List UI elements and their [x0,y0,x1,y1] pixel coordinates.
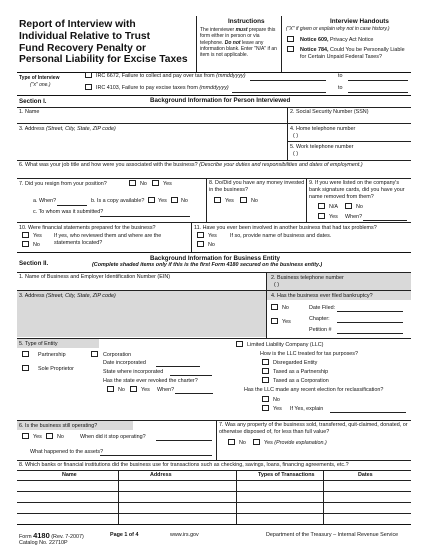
title-line: Report of Interview with [19,19,136,30]
section-1-label: Section I. [19,98,47,105]
s1-q7c-label: c. To whom was it submitted? [33,209,104,215]
s2-q8-label: 8. Which banks or financial institutions did the business use for transactions such as checking, savings, loans, financing agreements, etc.? [19,462,349,468]
s2-date-inc-line[interactable] [156,366,200,367]
irs-website: www.irs.gov [170,532,199,538]
irc6672-from-line[interactable] [250,80,326,81]
irc4103-to: to [338,85,343,91]
s2-q6-assets-label: What happened to the assets? [30,449,104,455]
s2-q6-yes-checkbox[interactable] [22,433,29,439]
s2-reclass-yes-label: Yes [273,406,282,412]
s2-date-filed-label: Date Filed: [309,305,336,311]
s2-address-field[interactable]: 3. Address (Street, City, State, ZIP code) [19,293,116,299]
col-types: Types of Transactions [258,472,315,478]
s2-taxed-partnership-checkbox[interactable] [262,368,269,374]
irc6672-checkbox[interactable] [85,72,92,78]
s1-q11-no-checkbox[interactable] [197,241,204,247]
s1-q10-yes-label: Yes [33,233,42,239]
s1-q7-no-label: No [140,181,147,187]
s2-revoked-no-label: No [118,387,125,393]
irc4103-to-line[interactable] [348,92,408,93]
s1-q7a-line[interactable] [57,205,87,206]
s1-q8-no-checkbox[interactable] [240,197,247,203]
irc4103-checkbox[interactable] [85,84,92,90]
title-line: Fund Recovery Penalty or [19,42,147,54]
s1-q11-no-label: No [208,242,215,248]
s1-q7a-label: a. When? [33,198,57,204]
s2-reclass-yes-checkbox[interactable] [262,405,269,411]
table-row[interactable] [17,491,411,492]
s2-taxed-partnership-label: Taxed as a Partnership [273,369,329,375]
table-row[interactable] [17,502,411,503]
s2-q7-yes-checkbox[interactable] [253,439,260,445]
interview-type-label: Type of Interview [19,75,60,81]
s1-q10-yes-explain: If yes, who reviewed them and where are the statements located? [54,233,162,246]
notice-784-checkbox[interactable] [287,46,294,52]
instructions-title: Instructions [228,18,265,25]
s2-state-inc-label: State where incorporated [103,369,164,375]
s2-q6-assets-line[interactable] [100,455,212,456]
s2-bankruptcy-label: 4. Has the business ever filed bankruptcy? [271,293,373,299]
s1-q7b-label: b. Is a copy available? [91,198,145,204]
irc6672-label: IRC 6672, Failure to collect and pay over tax from (mmddyyyy) [96,73,246,79]
page-number: Page 1 of 4 [110,532,139,538]
s2-revoked-label: Has the state ever revoked the charter? [103,378,198,384]
handouts-subtitle: ("X" if given or explain why not in case history.) [286,26,390,32]
s2-reclass-no-checkbox[interactable] [262,396,269,402]
section-2-label: Section II. [19,260,49,267]
s1-q9-no-checkbox[interactable] [345,203,352,209]
s2-state-inc-line[interactable] [170,375,212,376]
instructions-text: The interviewer must prepare this form either in person or via telephone. Do not leave any information blank. Enter "N/A" if an item is not applicable. [200,27,277,58]
s2-revoked-yes-checkbox[interactable] [130,386,137,392]
s1-ssn-field[interactable]: 2. Social Security Number (SSN) [290,109,369,115]
s1-address-field[interactable]: 3. Address (Street, City, State, ZIP code) [19,126,116,132]
irc4103-from-line[interactable] [232,92,326,93]
s1-q7-no-checkbox[interactable] [129,180,136,186]
irc6672-to-line[interactable] [348,80,408,81]
handouts-title: Interview Handouts [330,18,389,25]
s1-job-title-field[interactable]: 6. What was your job title and how were you associated with the business? (Describe your duties and responsibilities and dates of employment.) [19,162,363,168]
s1-q9-na-label: N/A [329,204,338,210]
s1-q9-na-checkbox[interactable] [318,203,325,209]
s2-date-inc-label: Date incorporated [103,360,146,366]
s2-q6-no-checkbox[interactable] [46,433,53,439]
s1-q7-yes-checkbox[interactable] [152,180,159,186]
s1-q11-label: 11. Have you ever been involved in another business that had tax problems? [194,225,377,231]
s2-q7-no-label: No [239,440,246,446]
s2-taxed-corp-label: Taxed as a Corporation [273,378,329,384]
title-line: Individual Relative to Trust [19,30,151,42]
col-name: Name [62,472,77,478]
notice-609-label: Notice 609, Privacy Act Notice [300,37,374,43]
col-address: Address [150,472,172,478]
s1-q11-yes-checkbox[interactable] [197,232,204,238]
irc6672-to: to [338,73,343,79]
s1-work-phone-field[interactable]: 5. Work telephone number [290,144,354,150]
s2-reclass-explain-label: If Yes, explain [290,406,324,412]
s2-bankruptcy-yes-checkbox[interactable] [271,318,278,324]
s2-chapter-line[interactable] [337,322,403,323]
s1-q11-yes-explain: If so, provide name of business and dates. [230,233,332,239]
s2-petition-line[interactable] [337,333,403,334]
s1-q7b-yes-label: Yes [158,198,167,204]
s2-q7-yes-label: Yes (Provide explanation.) [264,440,327,446]
s2-chapter-label: Chapter: [309,316,330,322]
s1-q7b-no-checkbox[interactable] [171,197,178,203]
s1-q9-yes-label: Yes [329,214,338,220]
s2-reclass-no-label: No [273,397,280,403]
s1-work-phone-paren: ( ) [293,151,299,157]
s1-q10-label: 10. Were financial statements prepared for the business? [19,225,156,231]
s1-q11-yes-label: Yes [208,233,217,239]
s2-business-phone-paren: ( ) [274,282,280,288]
s2-disregarded-label: Disregarded Entity [273,360,318,366]
notice-609-checkbox[interactable] [287,36,294,42]
s2-corporation-label: Corporation [103,352,132,358]
s1-q10-no-checkbox[interactable] [22,241,29,247]
table-row[interactable] [17,513,411,514]
s2-business-name-field[interactable]: 1. Name of Business and Employer Identification Number (EIN) [19,274,171,280]
s2-partnership-label: Partnership [38,352,66,358]
s2-q7-no-checkbox[interactable] [228,439,235,445]
s1-q7b-no-label: No [181,198,188,204]
s1-home-phone-paren: ( ) [293,133,299,139]
section-1-title: Background Information for Person Interviewed [150,97,291,104]
s2-disregarded-checkbox[interactable] [262,359,269,365]
s1-q9-no-label: No [356,204,363,210]
department-name: Department of the Treasury – Internal Revenue Service [266,532,399,538]
s1-q7c-line[interactable] [100,216,190,217]
s1-q7b-yes-checkbox[interactable] [148,197,155,203]
interview-type-sub: ("x" one.) [30,82,51,88]
s2-q6-no-label: No [57,434,64,440]
s1-q8-yes-checkbox[interactable] [214,197,221,203]
s2-llc-question: How is the LLC treated for tax purposes? [260,351,358,357]
title-line: Personal Liability for Excise Taxes [19,54,188,66]
s2-q7-label: 7. Was any property of the business sold, transferred, quit-claimed, donated, or otherwise disposed of, for less than full value? [219,422,408,435]
s1-q9-label: 9. If you were listed on the company's bank signature cards, did you have your name removed from them? [309,180,405,200]
s2-petition-label: Petition # [309,327,332,333]
s2-revoked-no-checkbox[interactable] [107,386,114,392]
s1-q10-no-label: No [33,242,40,248]
s2-date-filed-line[interactable] [337,311,403,312]
s1-q7-yes-label: Yes [163,181,172,187]
s2-business-phone-field[interactable]: 2. Business telephone number [271,275,344,281]
s2-corporation-checkbox[interactable] [91,351,98,357]
form-number: Form 4180 (Rev. 7-2007) [19,531,84,540]
s2-revoked-when-label: When? [157,387,175,393]
form-title [19,19,195,66]
s2-reclass-explain-line[interactable] [330,412,406,413]
s2-q6-when-line[interactable] [156,440,212,441]
s1-q8-yes-label: Yes [225,198,234,204]
s2-q6-label: 6. Is the business still operating? [19,423,98,429]
s1-q8-label: 8. Do/Did you have any money invested in the business? [209,180,305,193]
notice-784-label: Notice 784, Could You be Personally Liable for Certain Unpaid Federal Taxes? [300,47,405,60]
s2-q6-yes-label: Yes [33,434,42,440]
s1-q7-label: 7. Did you resign from your position? [19,181,107,187]
s1-q9-yes-checkbox[interactable] [318,213,325,219]
irc4103-label: IRC 4103, Failure to pay excise taxes from (mmddyyyy) [96,85,229,91]
s2-llc-label: Limited Liability Company (LLC) [247,342,324,348]
s2-sole-prop-label: Sole Proprietor [38,366,74,372]
section-2-title: Background Information for Business Entity [150,255,280,262]
s1-q8-no-label: No [251,198,258,204]
col-dates: Dates [358,472,373,478]
s2-entity-type-label: 5. Type of Entity [19,341,58,347]
s2-bankruptcy-no-label: No [282,305,289,311]
s2-q6-when-label: When did it stop operating? [80,434,146,440]
s2-bankruptcy-no-checkbox[interactable] [271,304,278,310]
s2-partnership-checkbox[interactable] [22,351,29,357]
s2-revoked-when-line[interactable] [175,393,213,394]
s1-q10-yes-checkbox[interactable] [22,232,29,238]
catalog-number: Catalog No. 22710P [19,540,68,546]
s1-home-phone-field[interactable]: 4. Home telephone number [290,126,356,132]
s1-name-field[interactable]: 1. Name [19,109,40,115]
section-2-subtitle: (Complete shaded items only if this is the first Form 4180 secured on the business entity.) [92,262,323,268]
s2-llc-checkbox[interactable] [236,341,243,347]
s2-bankruptcy-yes-label: Yes [282,319,291,325]
s2-taxed-corp-checkbox[interactable] [262,377,269,383]
s2-sole-prop-checkbox[interactable] [22,365,29,371]
s2-llc-reclass-label: Has the LLC made any recent election for reclassification? [244,387,384,393]
s1-q9-when-line[interactable] [363,220,407,221]
s1-q9-when-label: When? [345,214,363,220]
s2-revoked-yes-label: Yes [141,387,150,393]
